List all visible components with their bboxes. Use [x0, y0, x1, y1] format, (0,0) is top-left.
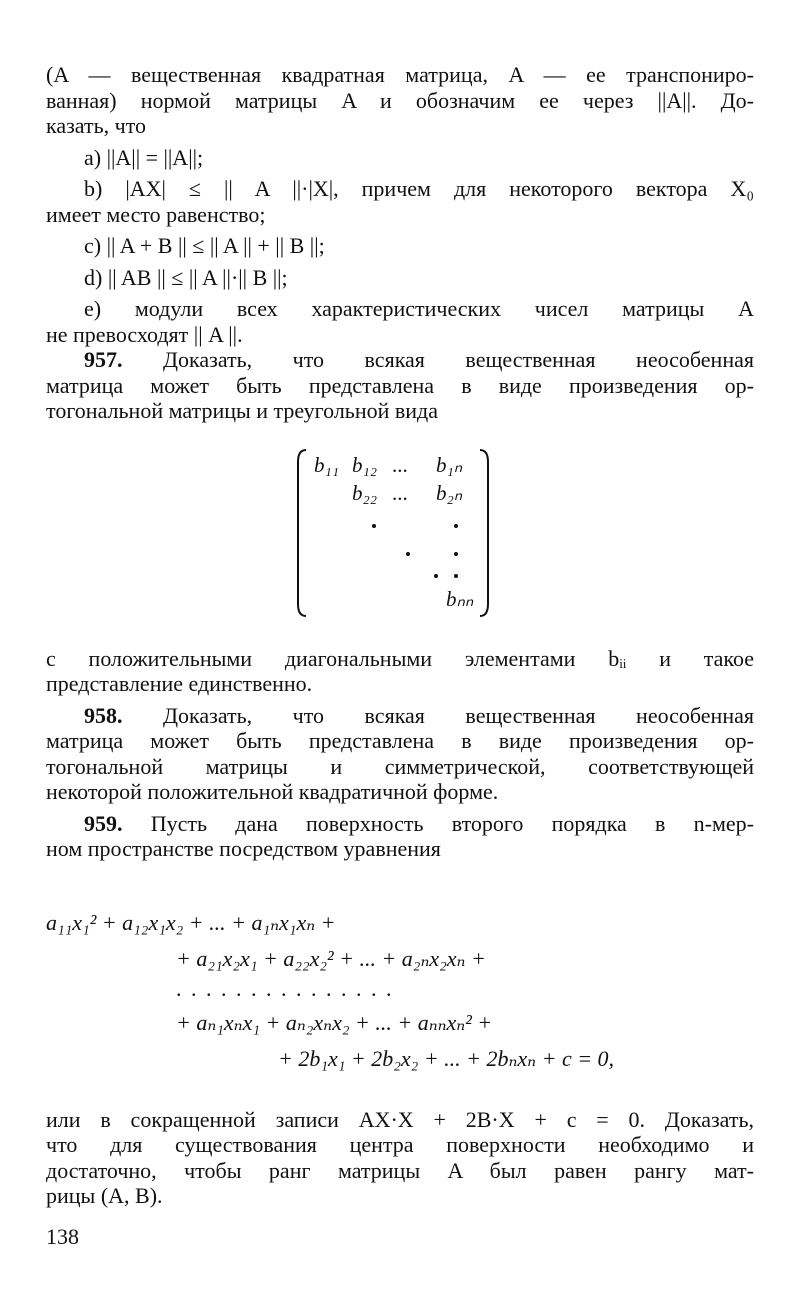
matrix-b1n: b₁ₙ	[436, 452, 463, 477]
matrix-b2n: b₂ₙ	[436, 480, 463, 505]
final-line-4: рицы (A, B).	[46, 1183, 163, 1208]
matrix-b11: b₁₁	[314, 452, 340, 477]
matrix-b22: b₂₂	[352, 480, 378, 505]
page-body	[46, 62, 754, 1209]
final-line-1: или в сокращенной записи AX·X + 2B·X + c = 0. Доказать,	[46, 1106, 754, 1132]
problem-957-line-2: матрица может быть представлена в виде произведения ор-	[46, 372, 754, 398]
problem-959-text-1: Пусть дана поверхность второго порядка в n-мер-	[150, 810, 754, 836]
problem-959-line-2: ном пространстве посредством уравнения	[46, 836, 441, 861]
triangular-matrix	[46, 444, 754, 622]
intro-line-1: (A — вещественная квадратная матрица, A — ее транспониро-	[46, 62, 754, 87]
surface-equation	[46, 910, 754, 1085]
problem-957-line-3: тогональной матрицы и треугольной вида	[46, 398, 439, 423]
intro-line-3: казать, что	[46, 113, 147, 138]
problem-958-line-2: матрица может быть представлена в виде произведения ор-	[46, 728, 754, 753]
problem-958-line-4: некоторой положительной квадратичной форме.	[46, 779, 499, 804]
after-matrix-line-2: представление единственно.	[46, 671, 313, 696]
final-line-2: что для существования центра поверхности необходимо и	[46, 1132, 754, 1157]
item-d: d) || AB || ≤ || A ||·|| B ||;	[84, 264, 288, 290]
item-b-line-1: b) |AX| ≤ || A ||·|X|, причем для некоторого вектора X₀	[84, 176, 754, 201]
problem-957-number: 957.	[84, 347, 123, 372]
problem-958-number: 958.	[84, 702, 123, 728]
item-c: c) || A + B || ≤ || A || + || B ||;	[84, 233, 325, 258]
problem-958-line-3: тогональной матрицы и симметрической, соответствующей	[46, 753, 754, 779]
page-number: 138	[46, 1224, 79, 1249]
item-b-line-2: имеет место равенство;	[46, 201, 266, 227]
matrix-b12: b₁₂	[352, 452, 378, 477]
after-matrix-line-1: с положительными диагональными элементами bᵢᵢ и такое	[46, 645, 754, 671]
matrix-diagonal-dots	[372, 524, 458, 578]
equation-row-1: a₁₁x₁² + a₁₂x₁x₂ + ... + a₁ₙx₁xₙ +	[46, 909, 336, 935]
equation-row-4: + aₙ₁xₙx₁ + aₙ₂xₙx₂ + ... + aₙₙxₙ² +	[176, 1009, 493, 1035]
item-a: a) ||A|| = ||A||;	[84, 144, 204, 170]
item-e-line-2: не превосходят || A ||.	[46, 321, 243, 347]
problem-959-line-1	[46, 811, 754, 837]
problem-959-number: 959.	[84, 810, 123, 836]
equation-row-3-dots: ...............	[176, 975, 401, 1001]
intro-line-2: ванная) нормой матрицы A и обозначим ее через ||A||. До-	[46, 87, 754, 113]
equation-row-5: + 2b₁x₁ + 2b₂x₂ + ... + 2bₙxₙ + c = 0,	[278, 1045, 615, 1071]
final-line-3: достаточно, чтобы ранг матрицы A был равен рангу мат-	[46, 1157, 754, 1183]
problem-957-text-1: Доказать, что всякая вещественная неособенная	[163, 347, 754, 372]
matrix-row1-dots: ...	[392, 452, 408, 477]
problem-958-line-1	[46, 703, 754, 729]
matrix-left-bracket	[298, 450, 306, 616]
item-e-line-1: e) модули всех характеристических чисел матрицы A	[84, 296, 754, 321]
matrix-right-bracket	[480, 450, 488, 616]
matrix-bnn: bₙₙ	[446, 586, 474, 611]
problem-958-text-1: Доказать, что всякая вещественная неособенная	[163, 702, 754, 728]
equation-row-2: + a₂₁x₂x₁ + a₂₂x₂² + ... + a₂ₙx₂xₙ +	[176, 945, 486, 971]
matrix-row2-dots: ...	[392, 480, 408, 505]
problem-957-line-1	[46, 347, 754, 373]
matrix-figure	[296, 444, 506, 622]
